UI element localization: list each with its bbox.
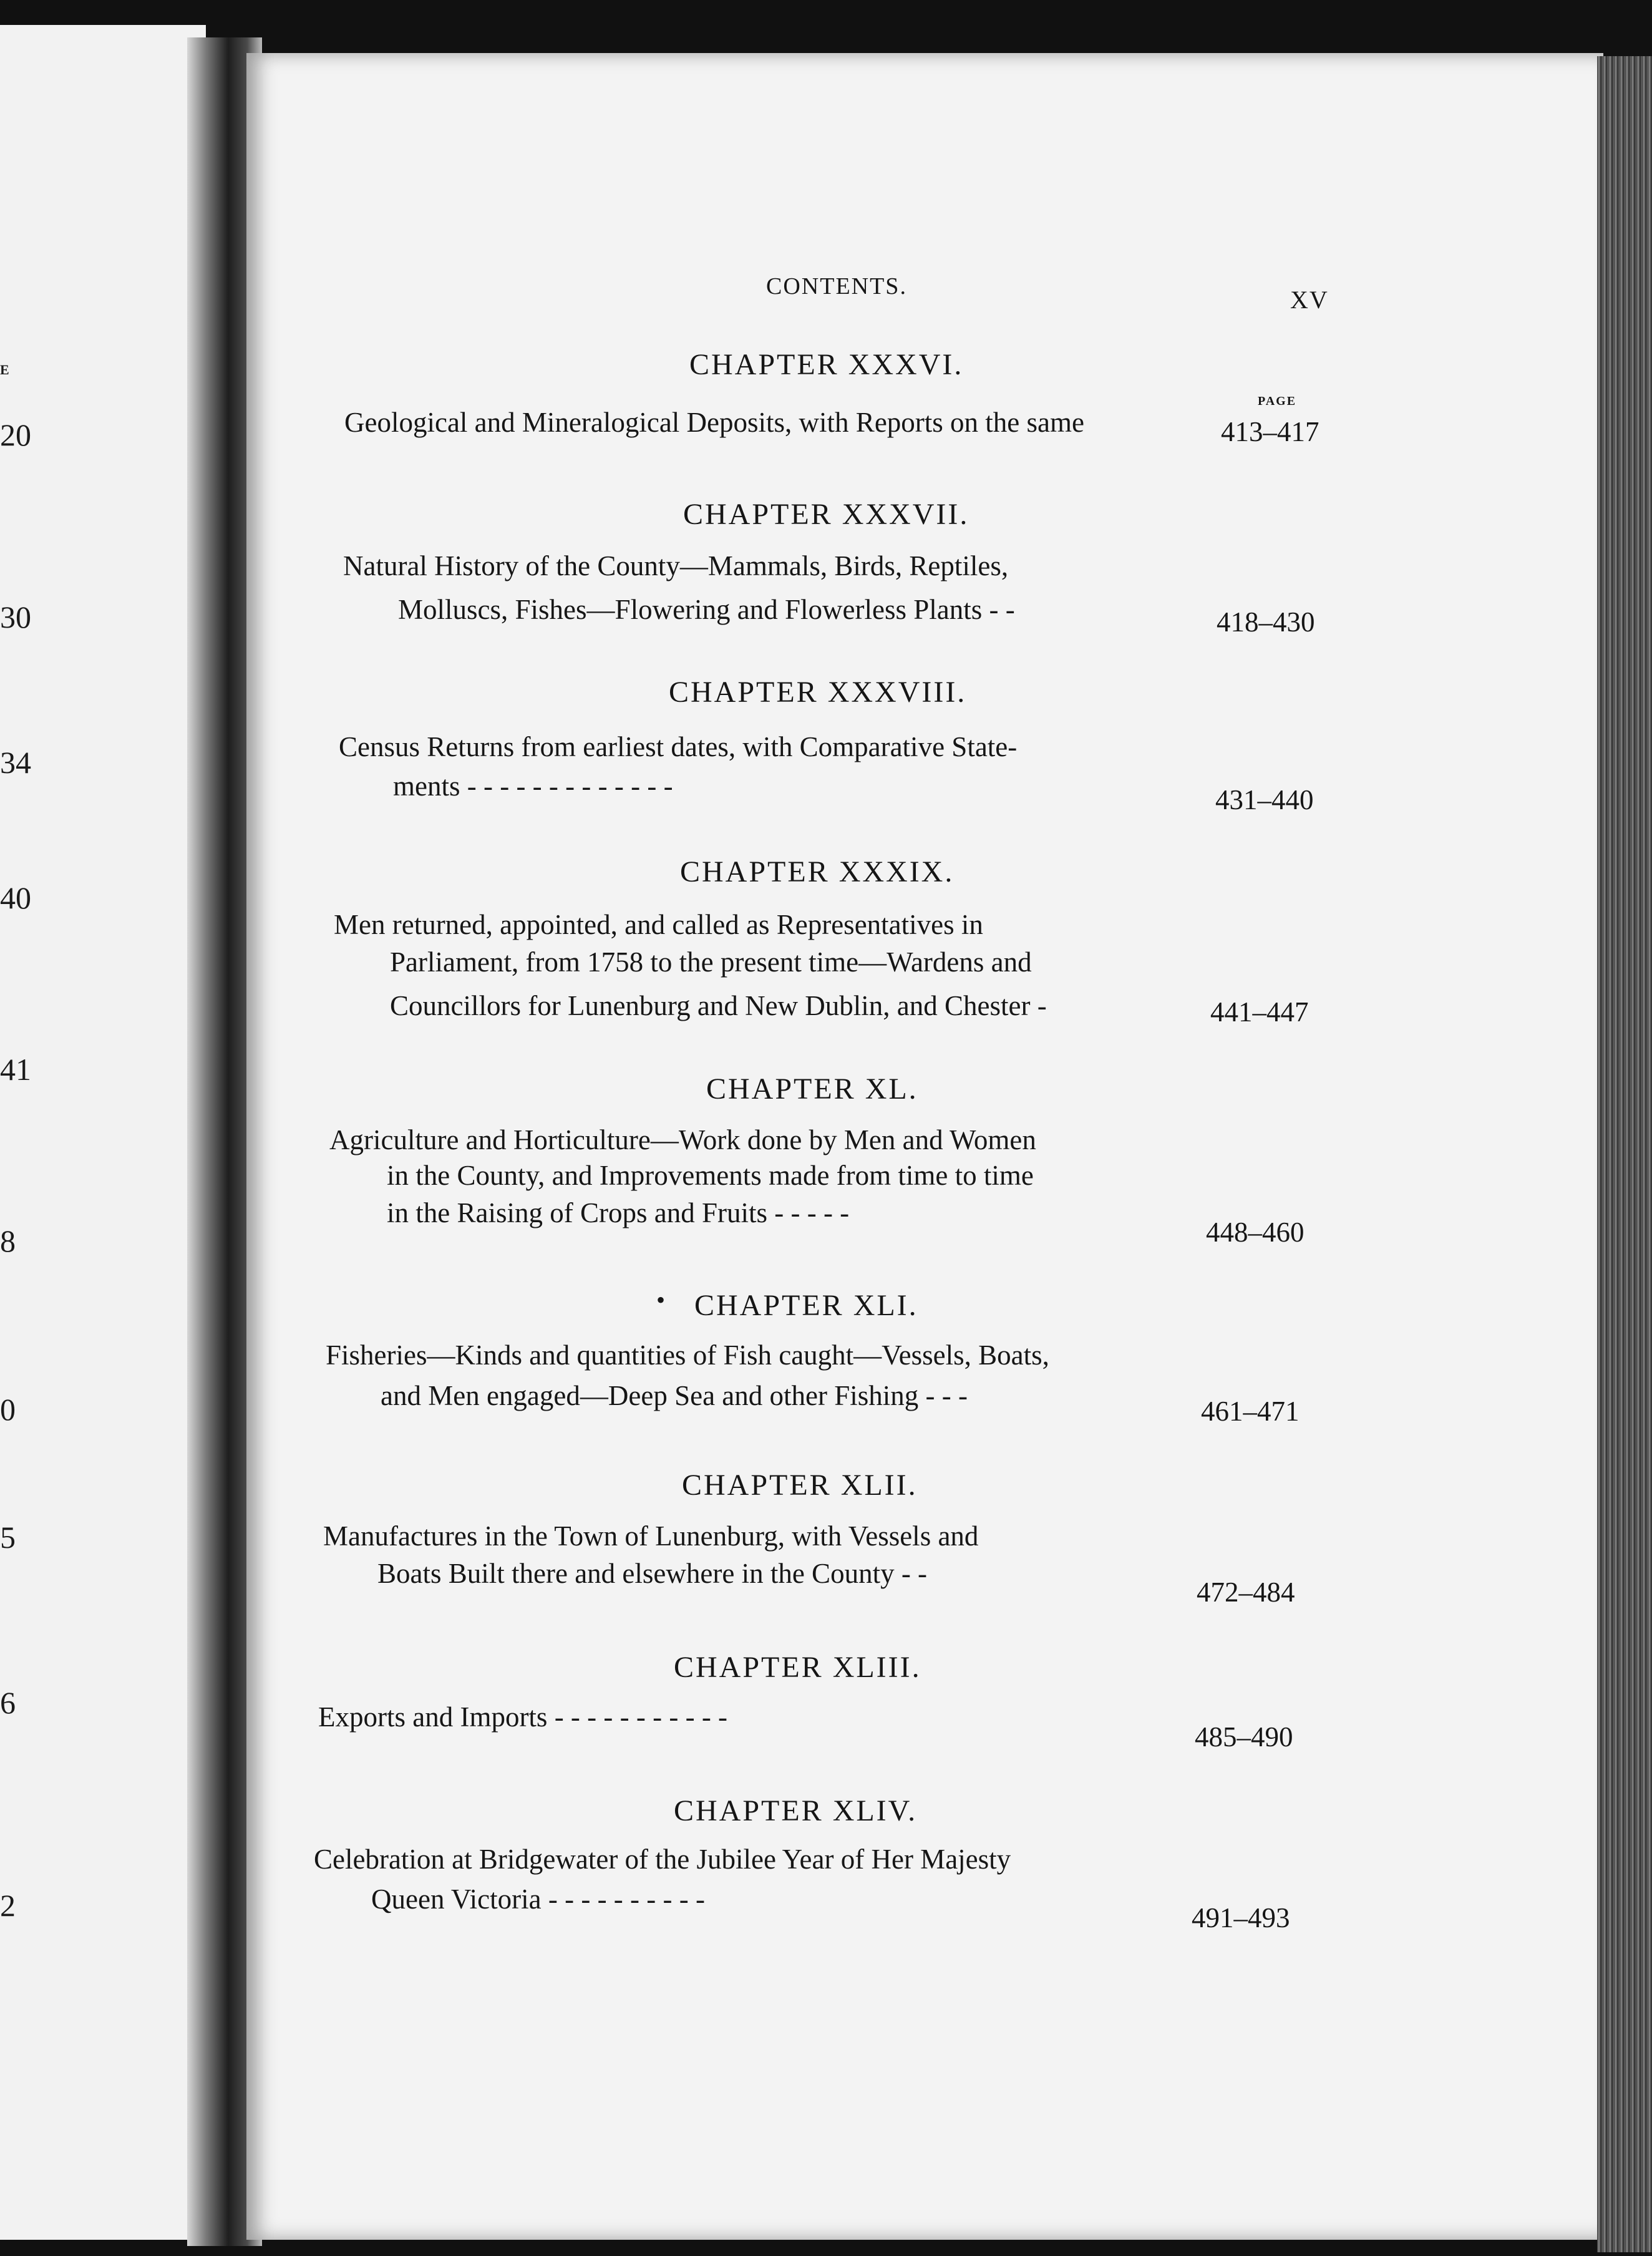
page-range: 431–440: [1215, 784, 1314, 815]
left-page-fragment: 2: [0, 1888, 16, 1923]
entry-line: and Men engaged—Deep Sea and other Fishing - - -: [381, 1380, 968, 1411]
page-range: 461–471: [1201, 1396, 1300, 1427]
chapter-heading: CHAPTER XXXIX.: [680, 855, 955, 888]
entry-line: Molluscs, Fishes—Flowering and Flowerless Plants - -: [398, 594, 1015, 625]
page-column-label: PAGE: [1258, 394, 1297, 408]
left-page-fragment: 0: [0, 1392, 16, 1427]
chapter-heading: CHAPTER XXXVII.: [683, 498, 969, 531]
entry-line: Queen Victoria - - - - - - - - - -: [371, 1884, 705, 1915]
printing-mark: •: [656, 1286, 666, 1314]
entry-line: Exports and Imports - - - - - - - - - - -: [318, 1701, 728, 1733]
left-page-fragment: 5: [0, 1520, 16, 1555]
entry-line: Geological and Mineralogical Deposits, with Reports on the same: [344, 407, 1084, 438]
left-page: [0, 25, 206, 2240]
entry-line: in the Raising of Crops and Fruits - - - - -: [387, 1197, 850, 1228]
entry-line: Natural History of the County—Mammals, Birds, Reptiles,: [343, 550, 1009, 581]
chapter-heading: CHAPTER XLII.: [682, 1469, 918, 1502]
page-range: 472–484: [1197, 1577, 1295, 1608]
entry-line: Councillors for Lunenburg and New Dublin, and Chester -: [390, 990, 1047, 1021]
left-page-fragment: 30: [0, 600, 31, 634]
left-page-fragment: 20: [0, 417, 31, 452]
page-range: 491–493: [1192, 1902, 1290, 1933]
page-edge: [1597, 56, 1652, 2252]
chapter-heading: CHAPTER XXXVIII.: [669, 676, 967, 709]
left-page-fragment: 40: [0, 880, 31, 915]
left-page-fragment: 8: [0, 1223, 16, 1258]
chapter-heading: CHAPTER XLIV.: [674, 1794, 918, 1827]
entry-line: Census Returns from earliest dates, with Comparative State-: [339, 731, 1018, 762]
entry-line: ments - - - - - - - - - - - - -: [393, 771, 673, 802]
chapter-heading: CHAPTER XLIII.: [674, 1651, 921, 1684]
entry-line: Parliament, from 1758 to the present time—Wardens and: [390, 946, 1032, 978]
entry-line: Fisheries—Kinds and quantities of Fish caught—Vessels, Boats,: [326, 1340, 1049, 1371]
entry-line: Boats Built there and elsewhere in the County - -: [377, 1558, 928, 1589]
left-page-fragment: 6: [0, 1685, 16, 1720]
entry-line: Agriculture and Horticulture—Work done by Men and Women: [329, 1124, 1036, 1155]
page-range: 448–460: [1206, 1217, 1305, 1248]
left-page-fragment: 34: [0, 745, 31, 780]
chapter-heading: CHAPTER XXXVI.: [689, 348, 964, 381]
left-page-fragment: 41: [0, 1052, 31, 1087]
entry-line: Manufactures in the Town of Lunenburg, with Vessels and: [323, 1520, 979, 1552]
page-range: 413–417: [1221, 416, 1319, 447]
left-page-fragment: E: [0, 362, 9, 377]
entry-line: in the County, and Improvements made from time to time: [387, 1160, 1034, 1191]
page-number: XV: [1290, 286, 1329, 314]
entry-line: Celebration at Bridgewater of the Jubilee Year of Her Majesty: [314, 1844, 1011, 1875]
page-range: 485–490: [1195, 1721, 1293, 1753]
entry-line: Men returned, appointed, and called as Representatives in: [334, 909, 983, 940]
page-range: 418–430: [1217, 606, 1315, 638]
chapter-heading: CHAPTER XLI.: [694, 1289, 918, 1322]
page-range: 441–447: [1210, 996, 1309, 1028]
chapter-heading: CHAPTER XL.: [706, 1072, 918, 1106]
running-title: CONTENTS.: [766, 273, 907, 299]
